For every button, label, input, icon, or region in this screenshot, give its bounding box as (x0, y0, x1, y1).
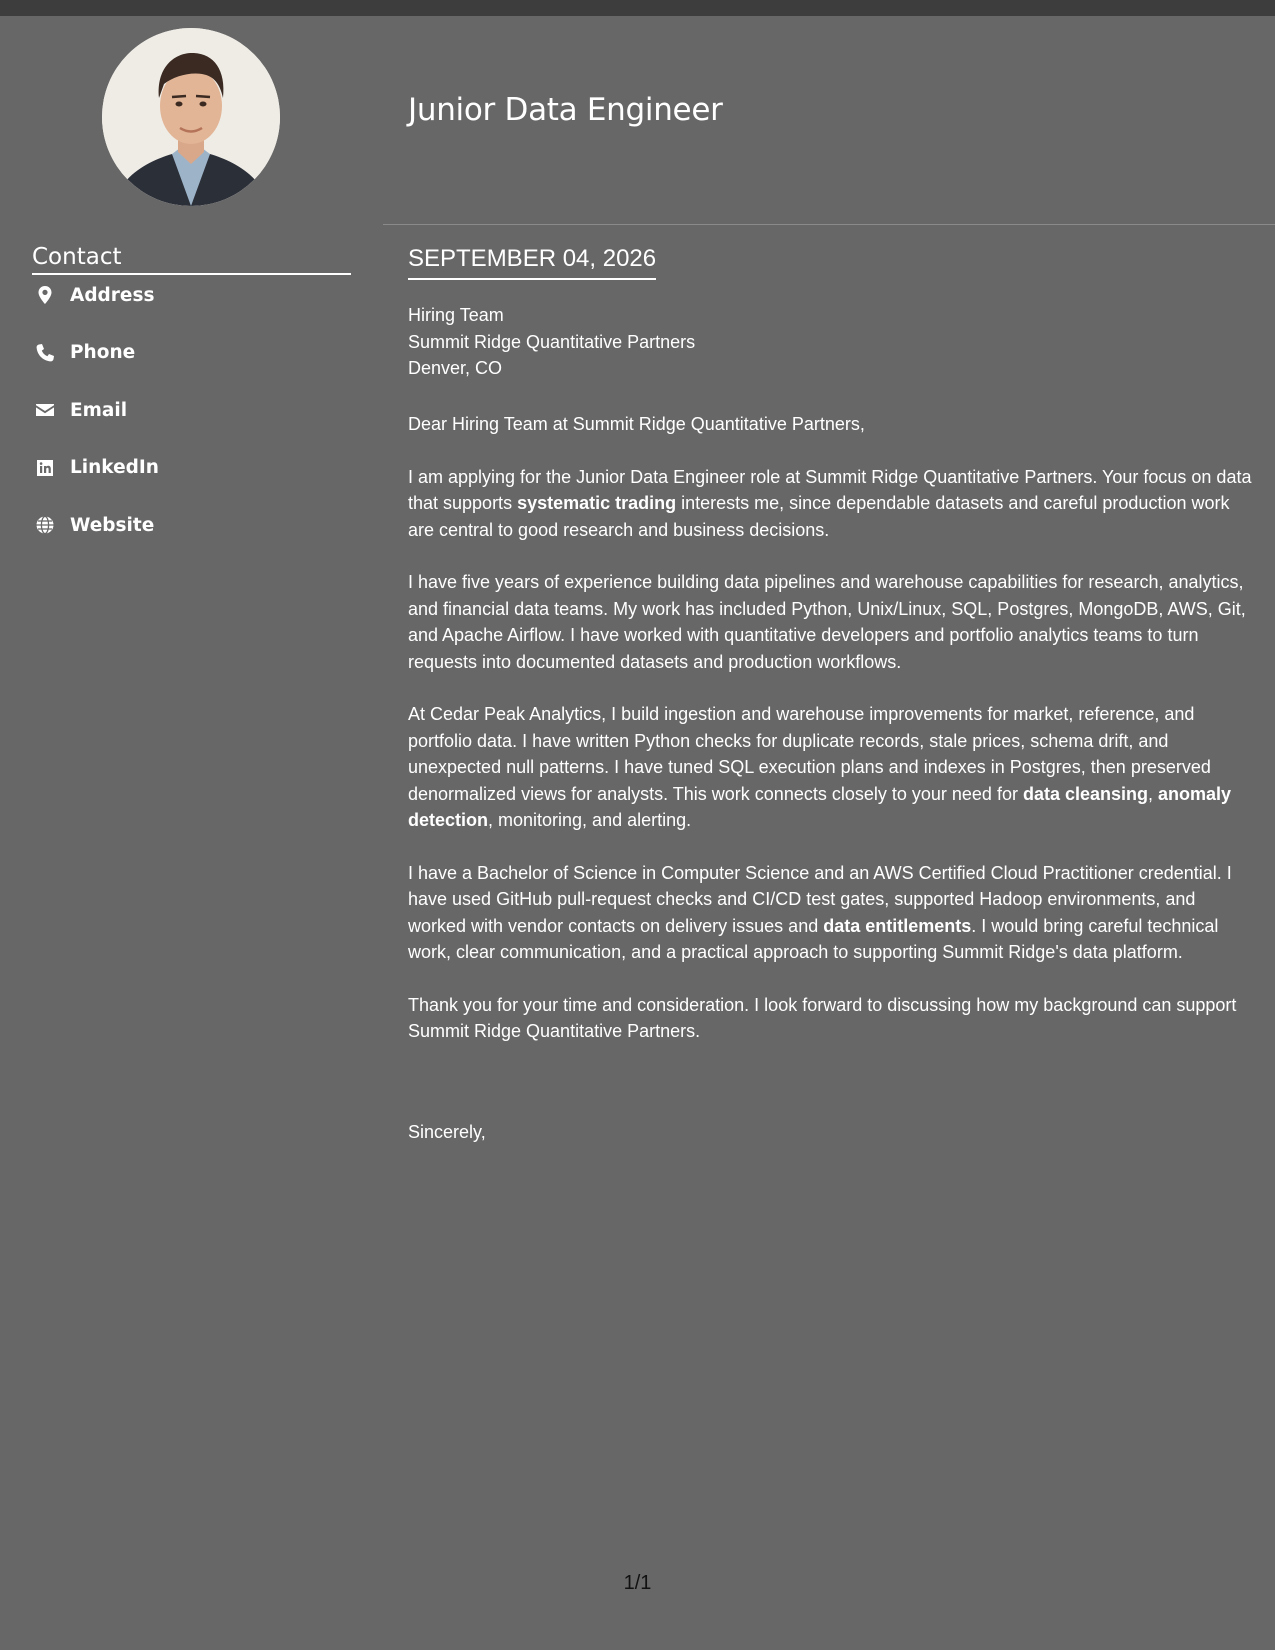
paragraph-1-text-a: I am applying for the Junior Data Engineer role at Summit Ridge Quantitative Partners. Your focus on data that supports (408, 466, 1252, 513)
page-number: 1/1 (623, 1572, 652, 1594)
paragraph-2: I have five years of experience building data pipelines and warehouse capabilities for research, analytics, and financial data teams. My work has included Python, Unix/Linux, SQL, Postgres, MongoDB, AWS, Git, and Apache Airflow. I have worked with quantitative developers and portfolio analytics teams to turn requests into documented datasets and production workflows. (408, 572, 1246, 672)
contact-label-email: Email (70, 399, 128, 421)
paragraph-5: Thank you for your time and consideration. I look forward to discussing how my background can support Summit Ridge Quantitative Partners. (408, 994, 1237, 1041)
sidebar (0, 16, 383, 1650)
paragraph-1 (408, 464, 1253, 544)
paragraph-3-text-a: At Cedar Peak Analytics, I build ingestion and warehouse improvements for market, reference, and portfolio data. I have written Python checks for duplicate records, stale prices, schema drift, and unexpected null patterns. I have tuned SQL execution plans and indexes in Postgres, then preserved denormalized views for analysts. This work connects closely to your need for (408, 704, 1211, 804)
job-title: Junior Data Engineer (408, 92, 723, 128)
contact-list (32, 282, 352, 570)
recipient-block (408, 302, 695, 382)
paragraph-4-text-a: I have a Bachelor of Science in Computer Science and an AWS Certified Cloud Practitioner credential. I have used GitHub pull-request checks and CI/CD test gates, supported Hadoop environments, and worked with vendor contacts on delivery issues and (408, 862, 1232, 936)
paragraph-3 (408, 701, 1253, 834)
paragraph-4 (408, 860, 1253, 966)
contact-item-phone[interactable] (32, 340, 352, 366)
keyword-data-entitlements: data entitlements (823, 915, 972, 936)
keyword-anomaly-detection: anomaly detection (408, 783, 1232, 830)
map-pin-icon (32, 282, 58, 308)
paragraph-4-text-c: . I would bring careful technical work, clear communication, and a practical approach to supporting Summit Ridge's data platform. (408, 915, 1219, 962)
paragraph-1-text-c: interests me, since dependable datasets and careful production work are central to good research and business decisions. (408, 493, 1230, 540)
contact-label-address: Address (70, 284, 155, 306)
paragraph-3-text-d: , monitoring, and alerting. (488, 810, 692, 830)
contact-label-linkedin: LinkedIn (70, 457, 159, 478)
keyword-data-cleansing: data cleansing (1022, 783, 1148, 804)
letter-date: SEPTEMBER 04, 2026 (408, 244, 656, 280)
keyword-systematic-trading: systematic trading (517, 493, 677, 513)
recipient-team: Hiring Team (408, 305, 504, 325)
linkedin-icon (32, 455, 58, 481)
paragraph-3-text-c: , (1148, 783, 1159, 804)
recipient-company: Summit Ridge Quantitative Partners (408, 331, 696, 352)
header-divider (383, 224, 1275, 225)
recipient-location: Denver, CO (408, 358, 503, 378)
letter-body (408, 411, 1253, 1071)
contact-item-address[interactable] (32, 282, 352, 308)
globe-icon (32, 512, 58, 538)
envelope-icon (32, 397, 58, 423)
closing: Sincerely, (408, 1122, 486, 1142)
phone-icon (32, 340, 58, 366)
contact-label-website: Website (70, 514, 155, 536)
top-bar (0, 0, 1275, 16)
contact-item-website[interactable] (32, 512, 352, 538)
profile-photo (102, 28, 280, 206)
salutation: Dear Hiring Team at Summit Ridge Quantitative Partners, (408, 414, 865, 434)
contact-label-phone: Phone (70, 342, 136, 363)
contact-item-email[interactable] (32, 397, 352, 423)
contact-heading: Contact (32, 242, 351, 275)
profile-photo-illustration (102, 28, 280, 206)
contact-item-linkedin[interactable] (32, 455, 352, 481)
